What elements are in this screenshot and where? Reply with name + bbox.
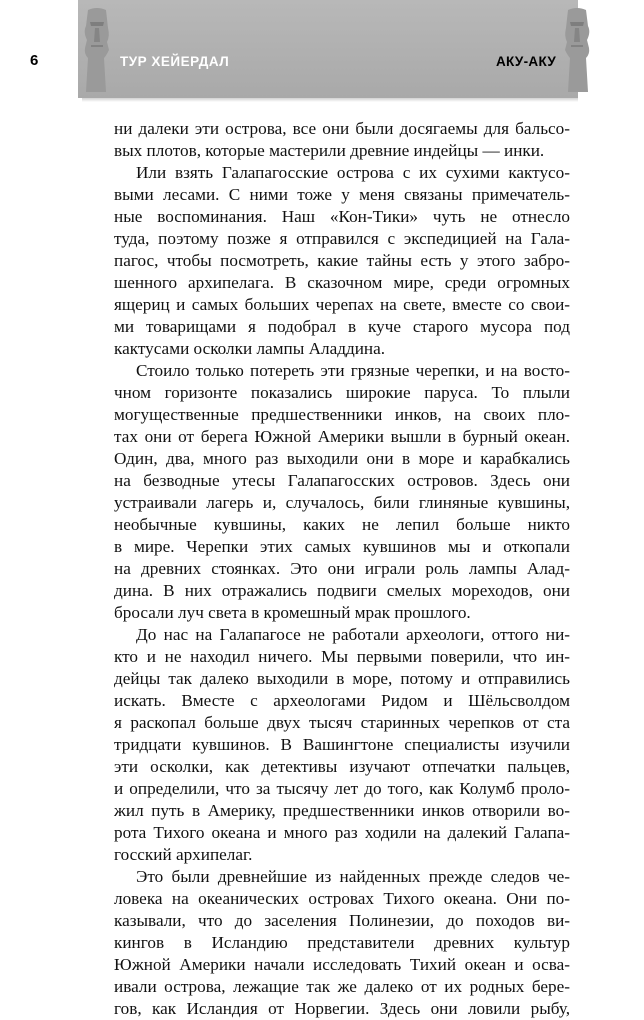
text-line: ни далеки эти острова, все они были досягаемы для бальсо-: [114, 119, 570, 138]
text-line: туда, поэтому позже я отправился с экспедицией на Гала-: [114, 229, 570, 248]
paragraph: [114, 118, 570, 162]
text-line: ящериц и самых больших черепах на свете, вместе со свои-: [114, 295, 570, 314]
text-line: кто и не находил ничего. Мы первыми поверили, что ин-: [114, 647, 570, 666]
paragraph: [114, 624, 570, 866]
paragraph: [114, 866, 570, 1020]
text-line: выми лесами. С ними тоже у меня связаны примечатель-: [114, 185, 570, 204]
moai-statue-icon: [560, 6, 594, 94]
text-line: кингов в Исландию представители древних культур: [114, 933, 570, 952]
text-line: бросали луч света в кромешный мрак прошлого.: [114, 603, 471, 622]
text-line: Или взять Галапагосские острова с их сухими кактусо-: [136, 163, 570, 182]
text-line: ивали острова, лежащие так же далеко от их родных бере-: [114, 977, 570, 996]
text-line: могущественные предшественники инков, на своих пло-: [114, 405, 570, 424]
text-line: казывали, что до заселения Полинезии, до походов ви-: [114, 911, 570, 930]
header-shadow: [82, 98, 578, 102]
text-line: ловека на океанических островах Тихого океана. Они по-: [114, 889, 570, 908]
text-line: Стоило только потереть эти грязные черепки, и на восто-: [136, 361, 570, 380]
text-line: искать. Вместе с археологами Ридом и Шёльсволдом: [114, 691, 570, 710]
text-line: на древних стоянках. Это они играли роль лампы Алад-: [114, 559, 570, 578]
text-line: на безводные утесы Галапагосских островов. Здесь они: [114, 471, 570, 490]
text-line: устраивали лагерь и, случалось, били глиняные кувшины,: [114, 493, 570, 512]
text-line: эти осколки, как детективы изучают отпечатки пальцев,: [114, 757, 570, 776]
text-line: Один, два, много раз выходили они в море и карабкались: [114, 449, 570, 468]
text-line: шенного архипелага. В сказочном мире, среди огромных: [114, 273, 570, 292]
paragraph: [114, 162, 570, 360]
page-number: 6: [30, 52, 39, 69]
text-line: До нас на Галапагосе не работали археологи, оттого ни-: [136, 625, 570, 644]
text-line: чном горизонте показались широкие паруса. То плыли: [114, 383, 570, 402]
text-line: жил путь в Америку, предшественники инков отворили во-: [114, 801, 570, 820]
moai-statue-icon: [80, 6, 114, 94]
text-line: я раскопал больше двух тысяч старинных черепков от ста: [114, 713, 570, 732]
text-line: кактусами осколки лампы Аладдина.: [114, 339, 386, 358]
text-line: вых плотов, которые мастерили древние индейцы — инки.: [114, 141, 545, 160]
text-line: дейцы так далеко выходили в море, потому и отправились: [114, 669, 570, 688]
text-line: тридцати кувшинов. В Вашингтоне специалисты изучили: [114, 735, 570, 754]
text-line: необычные кувшины, каких не лепил больше никто: [114, 515, 570, 534]
body-text: [114, 118, 570, 1020]
text-line: ми товарищами я подобрал в куче старого мусора под: [114, 317, 570, 336]
text-line: и определили, что за тысячу лет до того, как Колумб проло-: [114, 779, 570, 798]
text-line: пагос, чтобы посмотреть, какие тайны есть у этого забро-: [114, 251, 570, 270]
text-line: тах они от берега Южной Америки вышли в бурный океан.: [114, 427, 570, 446]
text-line: гов, как Исландия от Норвегии. Здесь они ловили рыбу,: [114, 999, 570, 1018]
text-line: в мире. Черепки этих самых кувшинов мы и откопали: [114, 537, 570, 556]
text-line: ные воспоминания. Наш «Кон-Тики» чуть не отнесло: [114, 207, 570, 226]
text-line: дина. В них отражались подвиги смелых мореходов, они: [114, 581, 570, 600]
text-line: Это были древнейшие из найденных прежде следов че-: [136, 867, 570, 886]
text-line: госский архипелаг.: [114, 845, 253, 864]
running-header-title: АКУ-АКУ: [496, 54, 557, 69]
paragraph: [114, 360, 570, 624]
running-header-band: [78, 0, 578, 98]
text-line: рота Тихого океана и много раз ходили на далекий Галапа-: [114, 823, 570, 842]
text-line: Южной Америки начали исследовать Тихий океан и осва-: [114, 955, 570, 974]
running-header-author: ТУР ХЕЙЕРДАЛ: [120, 54, 230, 69]
